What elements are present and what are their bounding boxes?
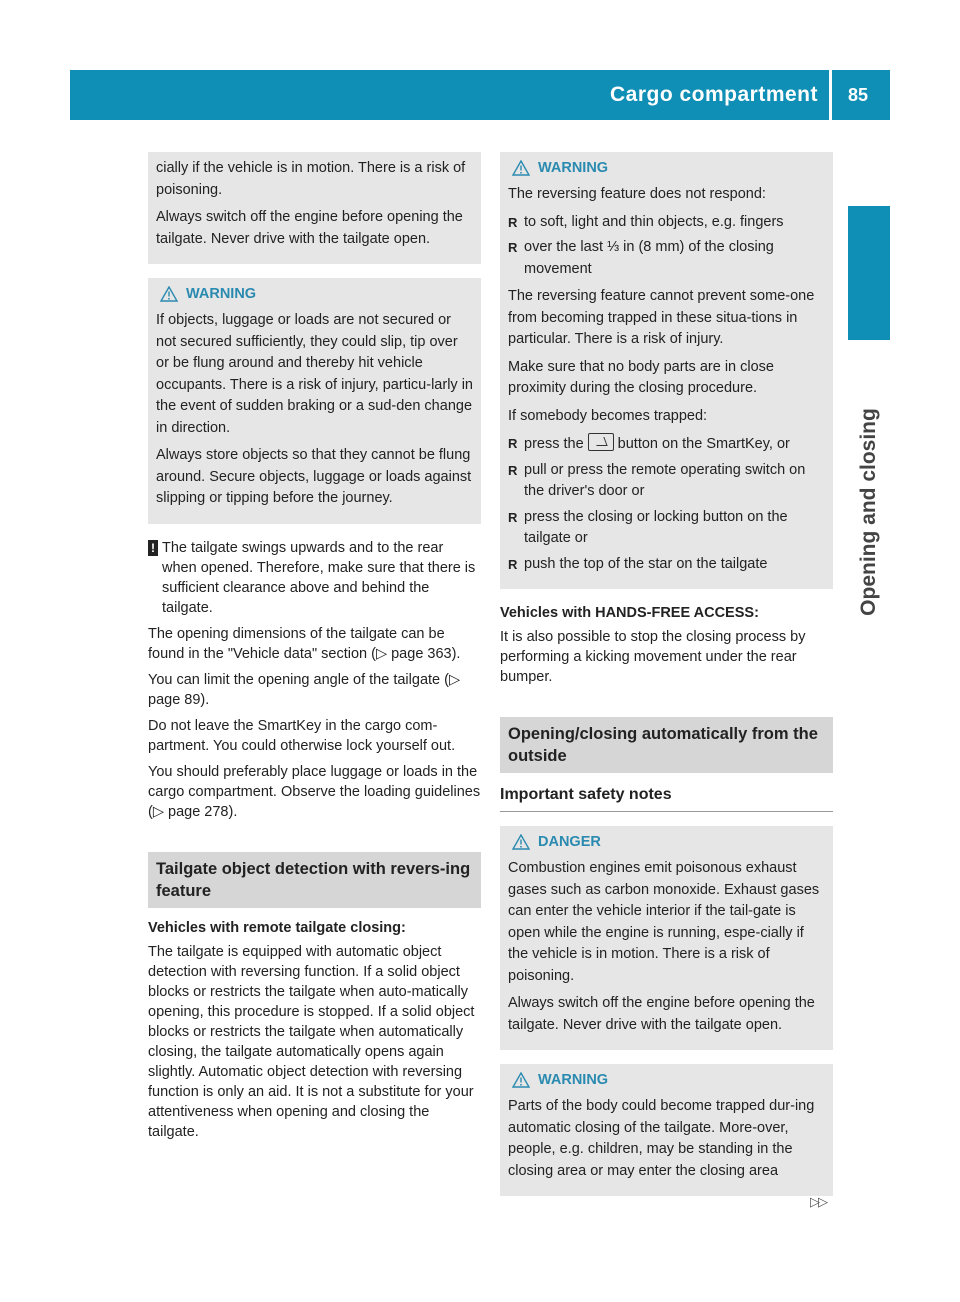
warning-box-body-parts bbox=[500, 1064, 833, 1196]
warning-heading bbox=[156, 284, 473, 304]
warning-text: If objects, luggage or loads are not secured or not secured sufficiently, they could slip, tip over or be flung around and thereby hit vehicle occupants. There is a risk of injury, particu-larly in the event of sudden braking or a sud-den change in direction. bbox=[156, 312, 473, 436]
reversing-no-response-text: The reversing feature does not respond: bbox=[508, 186, 766, 202]
subsection-safety-notes: Important safety notes bbox=[500, 783, 833, 812]
side-tab-marker bbox=[848, 206, 890, 340]
trapped-text: If somebody becomes trapped: bbox=[508, 407, 708, 424]
hands-free-paragraph: It is also possible to stop the closing process by performing a kicking movement under the rear bumper. bbox=[500, 629, 806, 685]
left-column bbox=[148, 152, 481, 1148]
object-detection-paragraph: The tailgate is equipped with automatic object detection with reversing function. If a solid object blocks or restricts the tailgate when auto-matically opening, this procedure is stopped. If a solid object blocks or restricts the tailgate when automatically closing, the tailgate automatically opens again slightly. Automatic object detection with reversing function is only an aid. It is not a substitute for your attentiveness when opening and closing the tailgate. bbox=[148, 943, 475, 1140]
warning-box-reversing bbox=[500, 152, 833, 589]
danger-continued-text: cially if the vehicle is in motion. There is a risk of poisoning. bbox=[156, 160, 466, 198]
page-number: 85 bbox=[847, 85, 869, 105]
side-tab-label bbox=[849, 362, 889, 662]
warning-label: WARNING bbox=[186, 286, 257, 302]
warning-triangle-icon bbox=[512, 834, 530, 850]
notice-text: The tailgate swings upwards and to the rear when opened. Therefore, make sure that there is sufficient clearance above and behind the tailgate. bbox=[162, 539, 476, 616]
warning-triangle-icon bbox=[160, 286, 178, 302]
list-item: R pull or press the remote operating switch on the driver's door or bbox=[508, 460, 825, 503]
danger-continued-advice: Always switch off the engine before opening the tailgate. Never drive with the tailgate open. bbox=[156, 209, 463, 247]
bullet-list bbox=[508, 433, 825, 575]
warning-heading bbox=[508, 158, 825, 178]
reversing-cannot-prevent-text: The reversing feature cannot prevent some-one from becoming trapped in these situa-tions in particular. There is a risk of injury. bbox=[508, 288, 815, 347]
bullet-key-post: button on the SmartKey, or bbox=[617, 436, 790, 452]
warning-heading bbox=[508, 1070, 825, 1090]
warning-triangle-icon bbox=[512, 1072, 530, 1088]
header-title: Cargo compartment bbox=[609, 83, 818, 106]
section-title-automatic: Opening/closing automatically from the outside bbox=[500, 717, 833, 773]
warning-box-luggage bbox=[148, 278, 481, 524]
bullet-list bbox=[508, 212, 825, 281]
danger-heading bbox=[508, 832, 825, 852]
header-bar bbox=[70, 70, 890, 120]
warning-advice: Always store objects so that they cannot be flung around. Secure objects, luggage or loads against slipping or tipping before the journey. bbox=[156, 447, 472, 506]
danger-box bbox=[500, 826, 833, 1050]
warning-text: Parts of the body could become trapped dur-ing automatic closing of the tailgate. More-over, people, e.g. children, may be standing in the closing area or may enter the closing area bbox=[508, 1098, 815, 1179]
list-item: R over the last ⅓ in (8 mm) of the closing movement bbox=[508, 237, 825, 280]
tailgate-key-icon bbox=[588, 433, 614, 451]
right-column bbox=[500, 152, 833, 1210]
subhead-remote-closing: Vehicles with remote tailgate closing: bbox=[148, 919, 406, 936]
header-divider bbox=[829, 70, 832, 120]
danger-label: DANGER bbox=[538, 834, 601, 850]
opening-dimensions-paragraph: The opening dimensions of the tailgate can be found in the "Vehicle data" section (▷ page 363). bbox=[148, 625, 461, 662]
danger-text: Combustion engines emit poisonous exhaust gases such as carbon monoxide. Exhaust gases can enter the vehicle interior if the tail-gate is open while the engine is running, espe-cially if the vehicle is in motion. There is a risk of poisoning. bbox=[508, 860, 820, 984]
subhead-hands-free: Vehicles with HANDS-FREE ACCESS: bbox=[500, 605, 759, 621]
body-parts-text: Make sure that no body parts are in close proximity during the closing procedure. bbox=[508, 358, 774, 396]
side-tab-label-text: Opening and closing bbox=[857, 408, 880, 616]
list-item: R push the top of the star on the tailgate bbox=[508, 554, 825, 576]
smartkey-paragraph: Do not leave the SmartKey in the cargo com-partment. You could otherwise lock yourself out. bbox=[148, 717, 456, 754]
list-item bbox=[508, 433, 825, 456]
notice-paragraph bbox=[148, 538, 481, 618]
exclamation-notice-icon: ! bbox=[148, 540, 158, 556]
list-item: R to soft, light and thin objects, e.g. fingers bbox=[508, 212, 825, 234]
opening-angle-paragraph: You can limit the opening angle of the tailgate (▷ page 89). bbox=[148, 671, 461, 708]
danger-box-continued bbox=[148, 152, 481, 264]
bullet-key-pre: press the bbox=[524, 436, 584, 452]
warning-label: WARNING bbox=[538, 160, 609, 176]
warning-label: WARNING bbox=[538, 1072, 609, 1088]
loading-paragraph: You should preferably place luggage or loads in the cargo compartment. Observe the loading guidelines (▷ page 278). bbox=[148, 763, 481, 820]
danger-advice: Always switch off the engine before opening the tailgate. Never drive with the tailgate open. bbox=[508, 995, 815, 1033]
section-title-object-detection: Tailgate object detection with revers-ing feature bbox=[148, 852, 481, 908]
list-item: R press the closing or locking button on the tailgate or bbox=[508, 507, 825, 550]
warning-triangle-icon bbox=[512, 160, 530, 176]
continue-arrow-icon: ▷▷ bbox=[810, 1194, 826, 1209]
